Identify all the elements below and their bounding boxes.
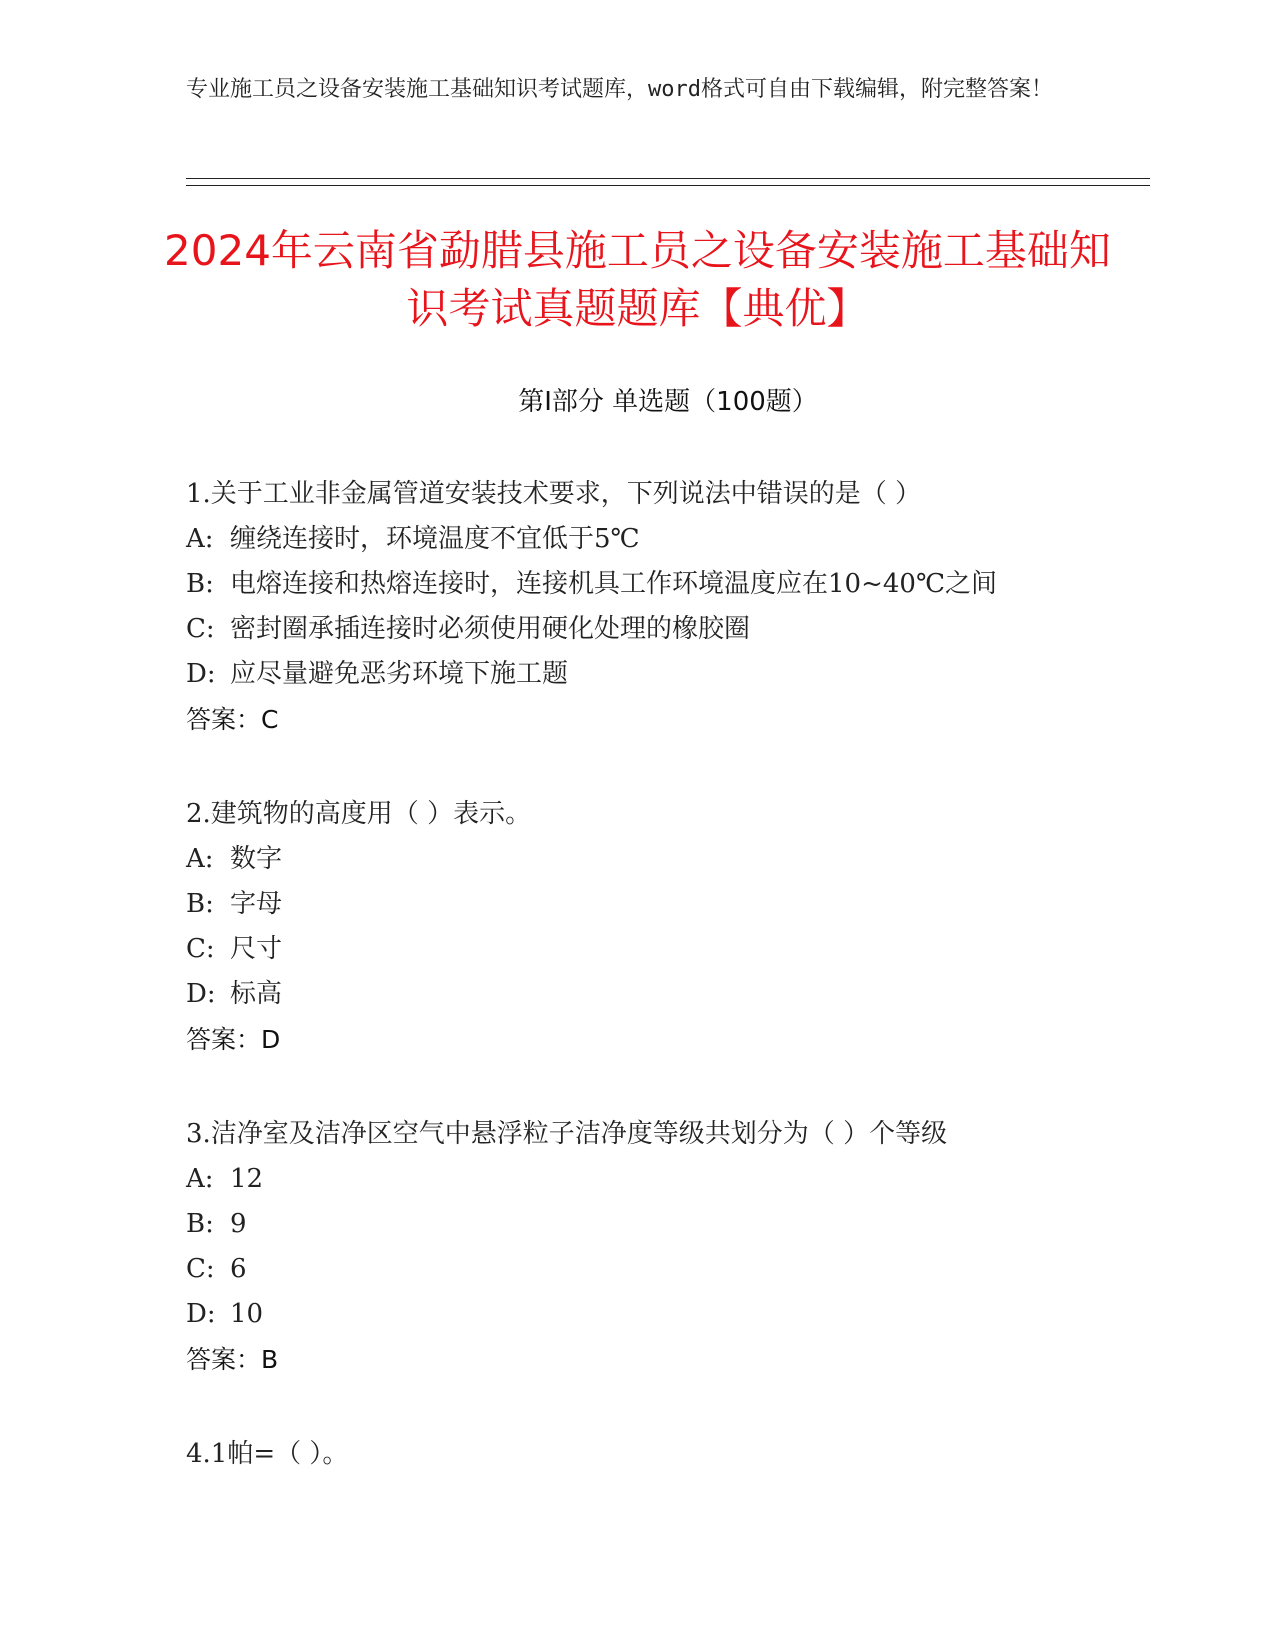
option-b — [186, 1202, 1150, 1247]
header-divider-bottom — [186, 185, 1150, 186]
option-text: 6 — [230, 1254, 247, 1284]
option-key: B: — [186, 889, 214, 919]
question-4 — [186, 1432, 1150, 1477]
option-d — [186, 972, 1150, 1017]
option-key: B: — [186, 1209, 214, 1239]
answer: 答案：B — [186, 1345, 279, 1374]
option-key: C: — [186, 1254, 215, 1284]
document-title: 2024年云南省勐腊县施工员之设备安装施工基础知识考试真题题库【典优】 — [164, 226, 1111, 333]
option-key: D: — [186, 1299, 216, 1329]
header-divider-top — [186, 178, 1150, 179]
option-key: C: — [186, 614, 215, 644]
option-text: 密封圈承插连接时必须使用硬化处理的橡胶圈 — [230, 614, 751, 644]
answer: 答案：D — [186, 1025, 281, 1054]
option-text: 尺寸 — [230, 934, 283, 964]
option-text: 9 — [230, 1209, 247, 1239]
header-note: 专业施工员之设备安装施工基础知识考试题库，word格式可自由下载编辑，附完整答案！ — [186, 77, 1053, 102]
option-key: B: — [186, 569, 214, 599]
option-key: D: — [186, 659, 216, 689]
question-stem: 2.建筑物的高度用（ ）表示。 — [186, 799, 532, 829]
question-1 — [186, 472, 1150, 742]
question-stem: 4.1帕=（ ）。 — [186, 1439, 349, 1469]
option-text: 12 — [230, 1164, 264, 1194]
option-a — [186, 837, 1150, 882]
option-a — [186, 517, 1150, 562]
option-text: 字母 — [230, 889, 283, 919]
option-text: 数字 — [230, 844, 283, 874]
option-c — [186, 1247, 1150, 1292]
option-c — [186, 927, 1150, 972]
option-d — [186, 652, 1150, 697]
answer: 答案：C — [186, 705, 279, 734]
option-c — [186, 607, 1150, 652]
option-key: C: — [186, 934, 215, 964]
question-stem: 3.洁净室及洁净区空气中悬浮粒子洁净度等级共划分为（ ）个等级 — [186, 1119, 948, 1149]
option-b — [186, 562, 1150, 607]
option-key: A: — [186, 844, 214, 874]
option-text: 标高 — [230, 979, 283, 1009]
section-title: 第Ⅰ部分 单选题（100题） — [518, 387, 818, 417]
option-key: D: — [186, 979, 216, 1009]
question-3 — [186, 1112, 1150, 1382]
option-key: A: — [186, 1164, 214, 1194]
option-a — [186, 1157, 1150, 1202]
option-b — [186, 882, 1150, 927]
option-text: 缠绕连接时，环境温度不宜低于5℃ — [230, 524, 640, 554]
option-text: 应尽量避免恶劣环境下施工题 — [230, 659, 569, 689]
question-stem: 1.关于工业非金属管道安装技术要求，下列说法中错误的是（ ） — [186, 479, 922, 509]
option-text: 电熔连接和热熔连接时，连接机具工作环境温度应在10~40℃之间 — [230, 569, 998, 599]
question-list — [186, 472, 1150, 1527]
option-text: 10 — [230, 1299, 264, 1329]
option-d — [186, 1292, 1150, 1337]
question-2 — [186, 792, 1150, 1062]
option-key: A: — [186, 524, 214, 554]
